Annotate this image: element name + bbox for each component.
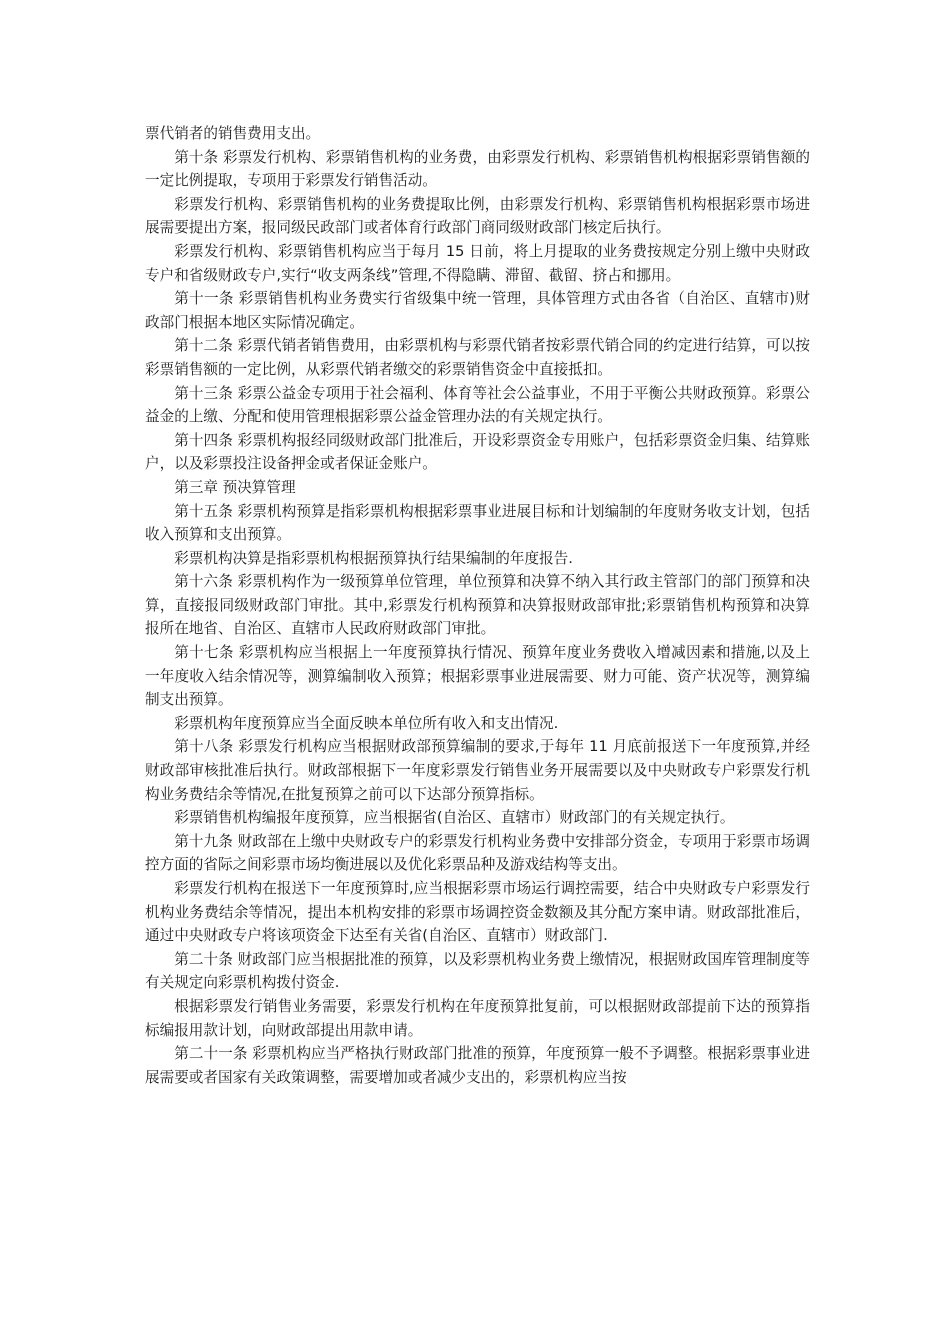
- paragraph: 根据彩票发行销售业务需要，彩票发行机构在年度预算批复前，可以根据财政部提前下达的预算指标编报用款计划，向财政部提出用款申请。: [145, 997, 810, 1039]
- paragraph: 第十七条 彩票机构应当根据上一年度预算执行情况、预算年度业务费收入增减因素和措施,以及上一年度收入结余情况等，测算编制收入预算；根据彩票事业进展需要、财力可能、资产状况等，测算编制支出预算。: [145, 644, 810, 709]
- paragraph: 第十九条 财政部在上缴中央财政专户的彩票发行机构业务费中安排部分资金，专项用于彩票市场调控方面的省际之间彩票市场均衡进展以及优化彩票品种及游戏结构等支出。: [145, 832, 810, 874]
- paragraph: 彩票发行机构、彩票销售机构应当于每月 15 日前，将上月提取的业务费按规定分别上缴中央财政专户和省级财政专户,实行“收支两条线”管理,不得隐瞒、滞留、截留、挤占和挪用。: [145, 242, 810, 284]
- paragraph: 彩票机构年度预算应当全面反映本单位所有收入和支出情况.: [174, 714, 559, 732]
- paragraph: 第十一条 彩票销售机构业务费实行省级集中统一管理，具体管理方式由各省（自治区、直辖市)财政部门根据本地区实际情况确定。: [145, 290, 810, 331]
- paragraph: 彩票发行机构、彩票销售机构的业务费提取比例，由彩票发行机构、彩票销售机构根据彩票市场进展需要提出方案，报同级民政部门或者体育行政部门商同级财政部门核定后执行。: [145, 195, 810, 237]
- paragraph: 第十八条 彩票发行机构应当根据财政部预算编制的要求,于每年 11 月底前报送下一年度预算,并经财政部审核批准后执行。财政部根据下一年度彩票发行销售业务开展需要以及中央财政专户彩票发行机构业务费结余等情况,在批复预算之前可以下达部分预算指标。: [145, 738, 810, 803]
- paragraph: 第十二条 彩票代销者销售费用，由彩票机构与彩票代销者按彩票代销合同的约定进行结算，可以按彩票销售额的一定比例，从彩票代销者缴交的彩票销售资金中直接抵扣。: [145, 337, 810, 378]
- document-page: [145, 122, 810, 1089]
- paragraph: 第二十条 财政部门应当根据批准的预算，以及彩票机构业务费上缴情况，根据财政国库管理制度等有关规定向彩票机构拨付资金.: [145, 950, 810, 992]
- paragraph: 彩票机构决算是指彩票机构根据预算执行结果编制的年度报告.: [174, 549, 573, 567]
- paragraph: 第十五条 彩票机构预算是指彩票机构根据彩票事业进展目标和计划编制的年度财务收支计划，包括收入预算和支出预算。: [145, 502, 810, 544]
- paragraph: 第十条 彩票发行机构、彩票销售机构的业务费，由彩票发行机构、彩票销售机构根据彩票销售额的一定比例提取，专项用于彩票发行销售活动。: [145, 148, 810, 190]
- paragraph: 彩票发行机构在报送下一年度预算时,应当根据彩票市场运行调控需要，结合中央财政专户彩票发行机构业务费结余等情况，提出本机构安排的彩票市场调控资金数额及其分配方案申请。财政部批准后，通过中央财政专户将该项资金下达至有关省(自治区、直辖市）财政部门.: [145, 880, 810, 945]
- paragraph: 第十三条 彩票公益金专项用于社会福利、体育等社会公益事业，不用于平衡公共财政预算。彩票公益金的上缴、分配和使用管理根据彩票公益金管理办法的有关规定执行。: [145, 384, 810, 426]
- paragraph: 第十四条 彩票机构报经同级财政部门批准后，开设彩票资金专用账户，包括彩票资金归集、结算账户，以及彩票投注设备押金或者保证金账户。: [145, 431, 810, 473]
- chapter-heading: 第三章 预决算管理: [174, 478, 296, 496]
- paragraph: 第二十一条 彩票机构应当严格执行财政部门批准的预算，年度预算一般不予调整。根据彩票事业进展需要或者国家有关政策调整，需要增加或者减少支出的，彩票机构应当按: [145, 1045, 810, 1086]
- paragraph: 彩票销售机构编报年度预算，应当根据省(自治区、直辖市）财政部门的有关规定执行。: [174, 809, 735, 827]
- paragraph: 票代销者的销售费用支出。: [145, 125, 321, 142]
- paragraph: 第十六条 彩票机构作为一级预算单位管理，单位预算和决算不纳入其行政主管部门的部门预算和决算，直接报同级财政部门审批。其中,彩票发行机构预算和决算报财政部审批;彩票销售机构预算和决算报所在地省、自治区、直辖市人民政府财政部门审批。: [145, 573, 810, 638]
